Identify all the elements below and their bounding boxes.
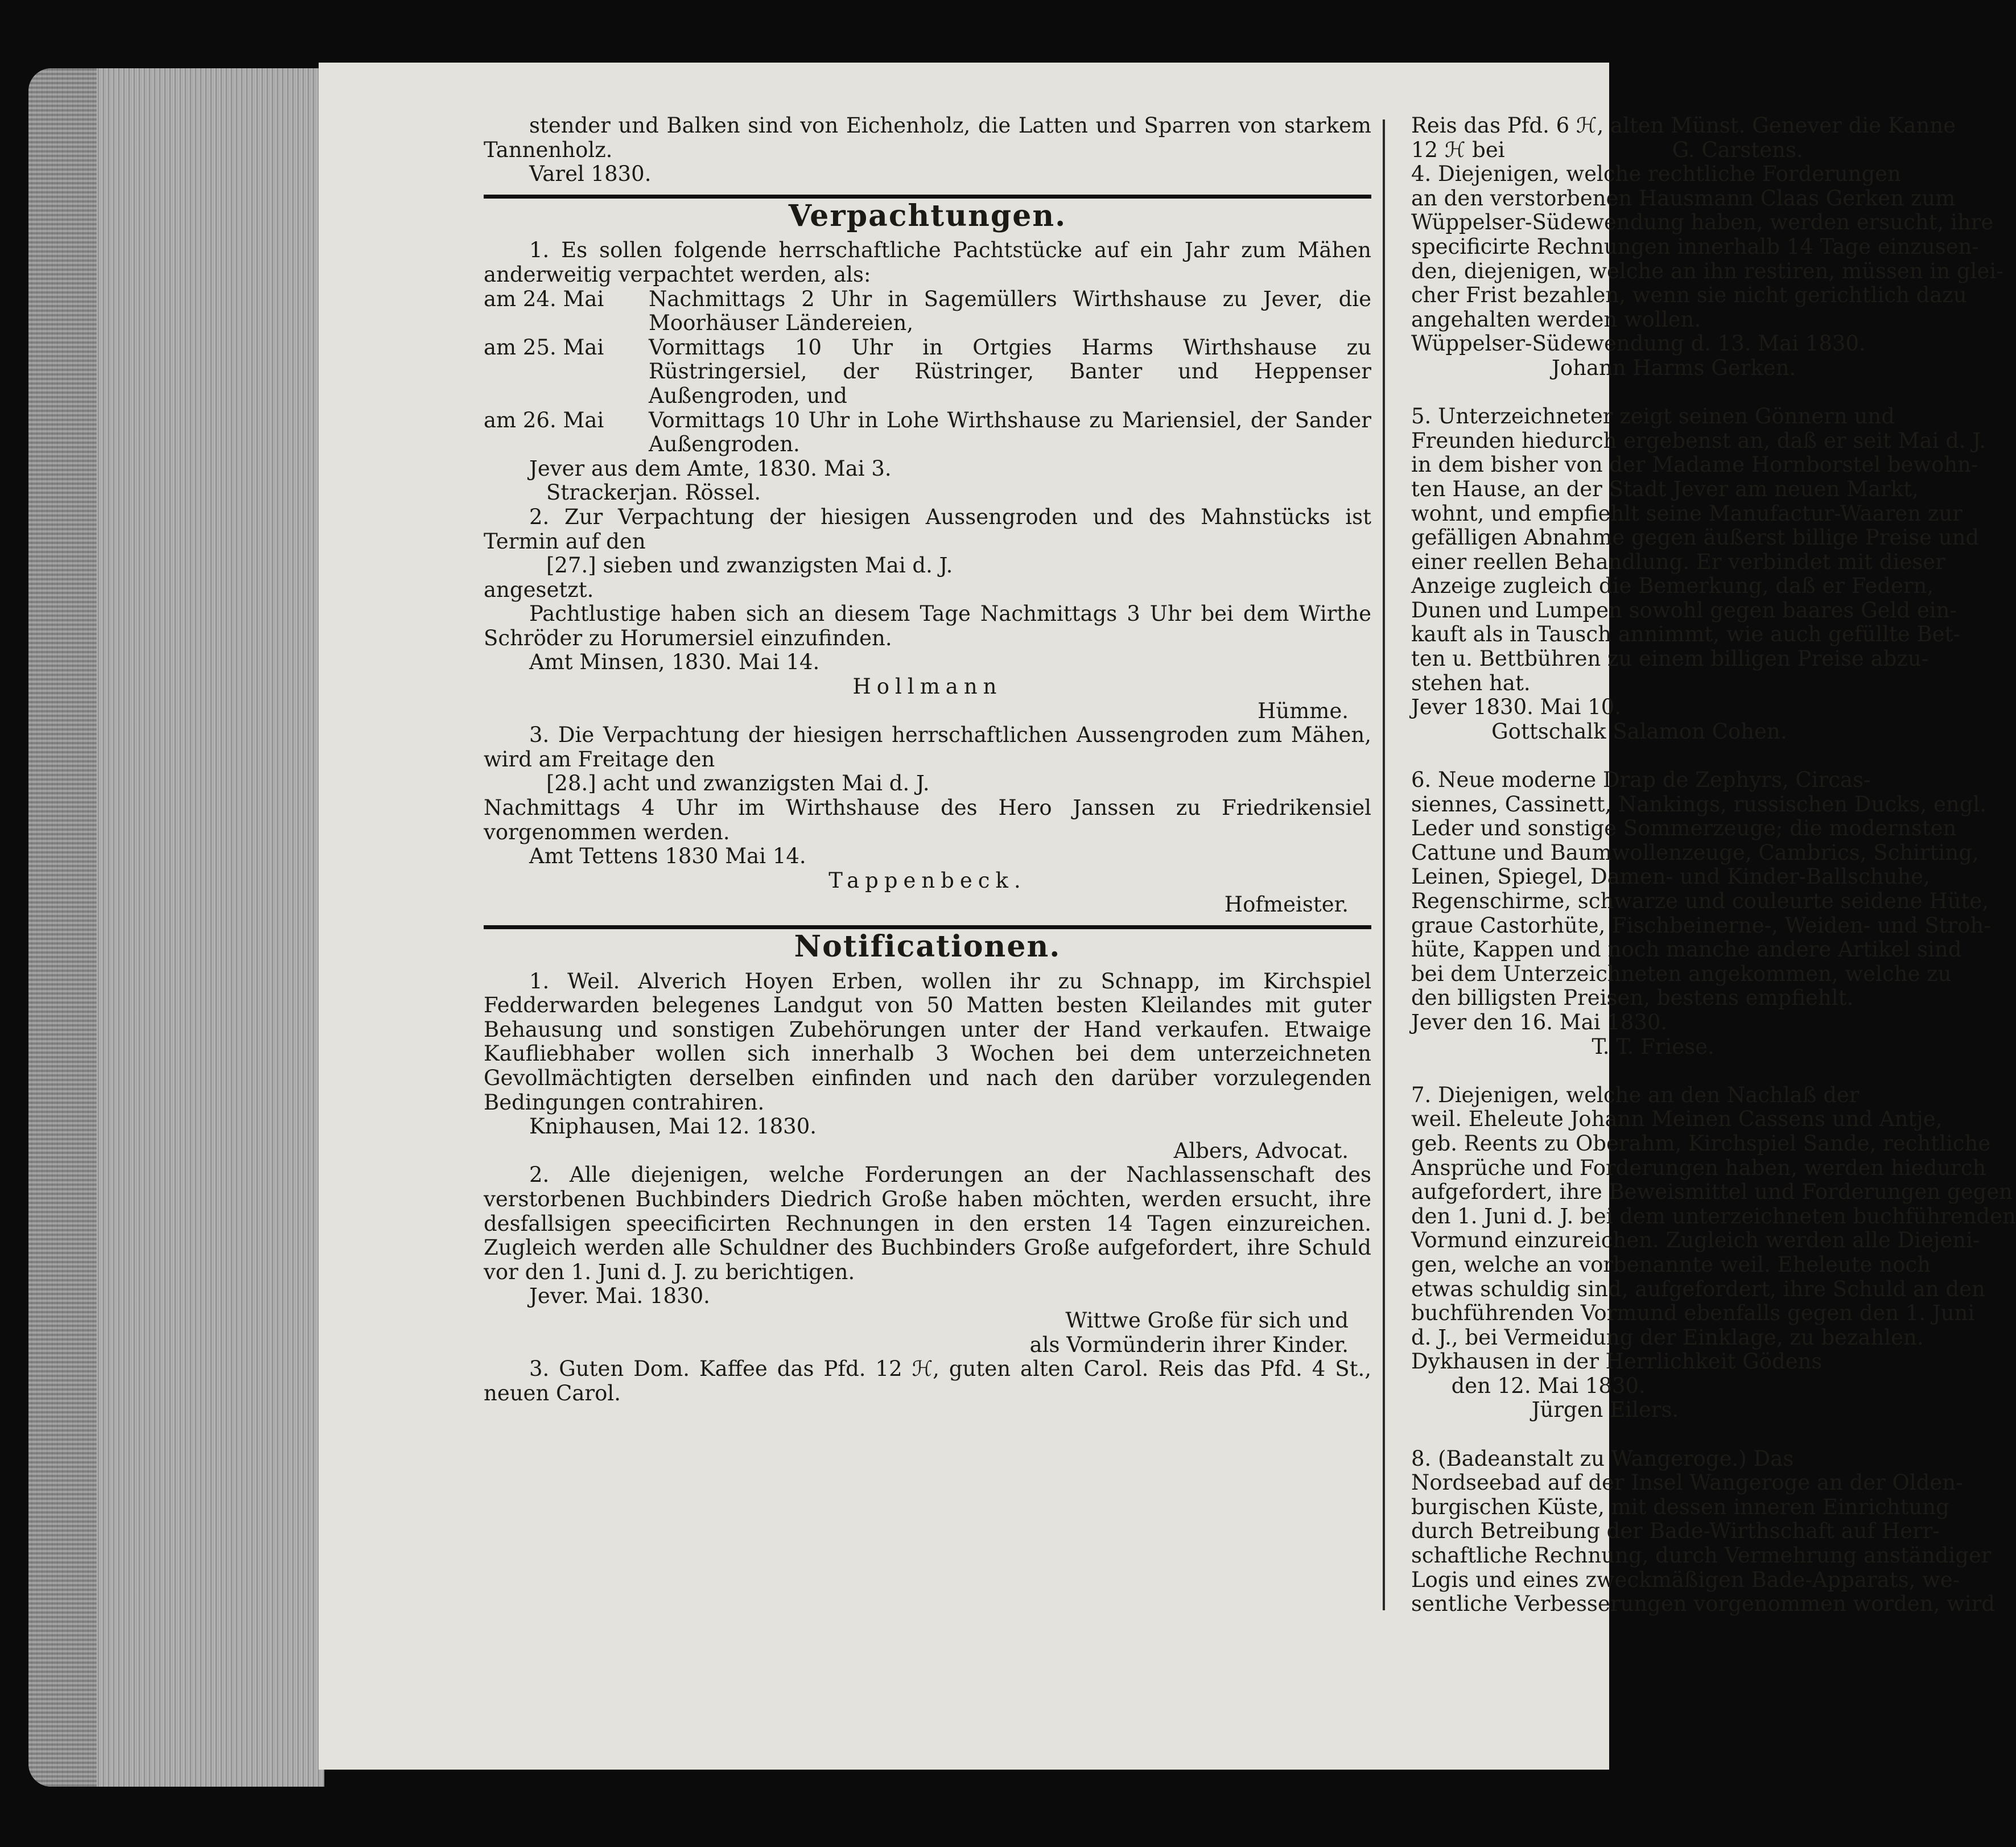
right-column-line: gen, welche an vorbenannte weil. Eheleute noch <box>1411 1252 1931 1277</box>
newspaper-page <box>319 63 2016 1770</box>
right-column-line: cher Frist bezahlen, wenn sie nicht gerichtlich dazu <box>1411 283 1967 308</box>
book-page-edges <box>28 68 324 1787</box>
right-column-line: in dem bisher von der Madame Hornborstel bewohn- <box>1411 452 1978 477</box>
right-column-line: 12 ℋ bei G. Carstens. <box>1411 137 1803 162</box>
right-column-line: T. T. Friese. <box>1411 1034 1714 1059</box>
right-column-line: etwas schuldig sind, aufgefordert, ihre Schuld an den <box>1411 1276 1985 1301</box>
right-column-line <box>1411 1059 1605 1083</box>
left-column <box>472 114 1371 1405</box>
termin-date: [27.] sieben und zwanzigsten Mai d. J. <box>546 553 953 578</box>
date-label: am 25. Mai <box>484 335 604 360</box>
right-column-line: Regenschirme, schwarze und couleurte seidene Hüte, <box>1411 889 1989 913</box>
right-column-line: Vormund einzureichen. Zugleich werden alle Diejeni- <box>1411 1228 1980 1253</box>
notification-1: 1. Weil. Alverich Hoyen Erben, wollen ihr zu Schnapp, im Kirchspiel Fedderwarden belegenes Landgut von 50 Matten besten Kleilandes mit guter Behausung und sonstigen Zubehörungen unter der Hand verkaufen. Etwaige Kaufliebhaber wollen sich innerhalb 3 Wochen bei dem unterzeichneten Gevollmächtigten derselben einfinden und nach den darüber vorzulegenden Bedingungen contrahiren. <box>484 968 1371 1115</box>
signature: Wittwe Große für sich und <box>1065 1308 1349 1333</box>
right-column-line: siennes, Cassinett, Nankings, russischen Ducks, engl. <box>1411 791 1986 817</box>
right-column-line: buchführenden Vormund ebenfalls gegen den 1. Juni <box>1411 1301 1975 1326</box>
place-date: Kniphausen, Mai 12. 1830. <box>529 1114 817 1139</box>
date-label: am 26. Mai <box>484 407 604 432</box>
signature: als Vormünderin ihrer Kinder. <box>1029 1332 1349 1357</box>
right-column-line: aufgefordert, ihre Beweismittel und Forderungen gegen <box>1411 1180 2013 1205</box>
date-text: Vormittags 10 Uhr in Ortgies Harms Wirthshause zu Rüstringersiel, der Rüstringer, Banter und Heppenser Außengroden, und <box>649 335 1371 408</box>
right-column-line: burgischen Küste, mit dessen inneren Einrichtung <box>1411 1494 1949 1519</box>
section-divider <box>484 925 1371 929</box>
right-column-line: ten u. Bettbühren zu einem billigen Preise abzu- <box>1411 646 1929 671</box>
right-column-line: den billigsten Preisen, bestens empfiehlt. <box>1411 986 1854 1011</box>
right-column-line: hüte, Kappen und noch manche andere Artikel sind <box>1411 937 1962 962</box>
verpachtung-1: 1. Es sollen folgende herrschaftliche Pachtstücke auf ein Jahr zum Mähen anderweitig verpachtet werden, als: <box>484 238 1371 287</box>
section-title-notificationen: Notificationen. <box>794 929 1061 964</box>
section-title-verpachtungen: Verpachtungen. <box>788 198 1067 233</box>
date-row <box>484 287 1371 336</box>
place-date: Amt Tettens 1830 Mai 14. <box>529 844 806 869</box>
right-column-line: ten Hause, an der Stadt Jever am neuen Markt, <box>1411 476 1919 501</box>
right-column-line: sentliche Verbesserungen vorgenommen worden, wird <box>1411 1592 1995 1617</box>
right-column-line: 4. Diejenigen, welche rechtliche Forderungen <box>1411 162 1901 187</box>
right-column-line: d. J., bei Vermeidung der Einklage, zu bezahlen. <box>1411 1325 1924 1350</box>
right-column-line: an den verstorbenen Hausmann Claas Gerken zum <box>1411 185 1956 211</box>
right-column-line: durch Betreibung der Bade-Wirthschaft auf Herr- <box>1411 1519 1940 1544</box>
section-divider <box>484 195 1371 199</box>
right-column-line: 7. Diejenigen, welche an den Nachlaß der <box>1411 1082 1860 1107</box>
place-date: Jever aus dem Amte, 1830. Mai 3. <box>529 456 892 481</box>
right-column-line: den 12. Mai 1830. <box>1411 1373 1646 1398</box>
right-column-line: Anzeige zugleich die Bemerkung, daß er Federn, <box>1411 574 1934 599</box>
notification-2: 2. Alle diejenigen, welche Forderungen an der Nachlassenschaft des verstorbenen Buchbinders Diedrich Große haben möchten, werden ersucht, ihre desfallsigen speecificirten Rechnungen in den ersten 14 Tagen einzureichen. Zugleich werden alle Schuldner des Buchbinders Große aufgefordert, ihre Schuld vor den 1. Juni d. J. zu berichtigen. <box>484 1162 1371 1284</box>
date-text: Nachmittags 2 Uhr in Sagemüllers Wirthshause zu Jever, die Moorhäuser Ländereien, <box>649 286 1371 336</box>
right-column-line: Wüppelser-Südewendung haben, werden ersucht, ihre <box>1411 210 1994 235</box>
date-row <box>484 336 1371 409</box>
signature: Hollmann <box>852 674 1003 699</box>
right-column-line: den 1. Juni d. J. bei dem unterzeichneten buchführenden <box>1411 1203 2016 1228</box>
right-column-line: Ansprüche und Forderungen haben, werden hiedurch <box>1411 1155 1986 1180</box>
right-column-line: den, diejenigen, welche an ihn restiren, müssen in glei- <box>1411 258 2003 283</box>
right-column-line: Nordseebad auf der Insel Wangeroge an der Olden- <box>1411 1470 1963 1495</box>
right-column-line: wohnt, und empfiehlt seine Manufactur-Waaren zur <box>1411 501 1963 526</box>
intro-place: Varel 1830. <box>529 162 652 187</box>
right-column-line: 5. Unterzeichneter zeigt seinen Gönnern und <box>1411 404 1895 429</box>
date-row <box>484 409 1371 457</box>
signature: Hümme. <box>1258 698 1349 723</box>
date-text: Vormittags 10 Uhr in Lohe Wirthshause zu Mariensiel, der Sander Außengroden. <box>649 407 1371 457</box>
right-column-line: geb. Reents zu Oberahm, Kirchspiel Sande, rechtliche <box>1411 1131 1991 1156</box>
right-column-line: einer reellen Behandlung. Er verbindet mit dieser <box>1411 549 1945 574</box>
right-column-line: Jever den 16. Mai 1830. <box>1411 1009 1668 1034</box>
right-column-line: stehen hat. <box>1411 670 1531 695</box>
right-column-line: Cattune und Baumwollenzeuge, Cambrics, Schirting, <box>1411 840 1979 865</box>
right-column-line: Jever 1830. Mai 10. <box>1411 695 1622 720</box>
right-column-line: Logis und eines zweckmäßigen Bade-Apparats, we- <box>1411 1567 1960 1592</box>
signature: Strackerjan. Rössel. <box>546 480 761 505</box>
signature: Hofmeister. <box>1224 892 1349 917</box>
place-date: Jever. Mai. 1830. <box>529 1284 710 1309</box>
right-column-line: schaftliche Rechnung, durch Vermehrung anständiger <box>1411 1543 1992 1568</box>
notification-3: 3. Guten Dom. Kaffee das Pfd. 12 ℋ, guten alten Carol. Reis das Pfd. 4 St., neuen Carol. <box>484 1357 1371 1405</box>
right-column-line <box>1411 744 1605 768</box>
right-column-line: Reis das Pfd. 6 ℋ, alten Münst. Genever die Kanne <box>1411 113 1956 138</box>
termin-date: [28.] acht und zwanzigsten Mai d. J. <box>546 771 930 796</box>
right-column-line: Dykhausen in der Herrlichkeit Gödens <box>1411 1349 1823 1374</box>
right-column-line: Johann Harms Gerken. <box>1411 355 1796 380</box>
intro-line-1: stender und Balken sind von Eichenholz, die Latten und Sparren von starkem Tannenholz. <box>484 113 1371 162</box>
right-column-line: gefälligen Abnahme gegen äußerst billige Preise und <box>1411 525 1980 550</box>
right-column-line: Dunen und Lumpen sowohl gegen baares Geld ein- <box>1411 597 1957 622</box>
date-label: am 24. Mai <box>484 286 604 311</box>
right-column-line: Leinen, Spiegel, Damen- und Kinder-Ballschuhe, <box>1411 864 1930 889</box>
place-date: Amt Minsen, 1830. Mai 14. <box>529 650 820 675</box>
right-column-line: Wüppelser-Südewendung d. 13. Mai 1830. <box>1411 331 1866 356</box>
right-column-line: graue Castorhüte, Fischbeinerne-, Weiden- und Stroh- <box>1411 913 1991 938</box>
verpachtung-3: 3. Die Verpachtung der hiesigen herrschaftlichen Aussengroden zum Mähen, wird am Freitage den <box>484 723 1371 772</box>
signature: Albers, Advocat. <box>1173 1138 1349 1163</box>
right-column-line: bei dem Unterzeichneten angekommen, welche zu <box>1411 961 1952 986</box>
right-column-line: kauft als in Tausch annimmt, wie auch gefüllte Bet- <box>1411 622 1960 647</box>
right-column-line: 8. (Badeanstalt zu Wangeroge.) Das <box>1411 1446 1794 1471</box>
right-column-line: specificirte Rechnungen innerhalb 14 Tage einzusen- <box>1411 234 1979 259</box>
right-column-line: angehalten werden wollen. <box>1411 307 1701 332</box>
text-paragraph: Nachmittags 4 Uhr im Wirthshause des Hero Janssen zu Friedrikensiel vorgenommen werden. <box>484 795 1371 844</box>
signature: Tappenbeck. <box>828 868 1026 893</box>
right-column-line: Jürgen Eilers. <box>1411 1397 1679 1423</box>
right-column-line <box>1411 1423 1605 1447</box>
right-column-line: weil. Eheleute Johann Meinen Cassens und Antje, <box>1411 1107 1943 1132</box>
right-column-line: Leder und sonstige Sommerzeuge; die modernsten <box>1411 816 1957 841</box>
right-column-line <box>1411 381 1605 405</box>
right-column-line: Freunden hiedurch ergebenst an, daß er seit Mai d. J. <box>1411 428 1986 453</box>
right-column-line: 6. Neue moderne Drap de Zephyrs, Circas- <box>1411 768 1871 793</box>
verpachtung-2: 2. Zur Verpachtung der hiesigen Aussengroden und des Mahnstücks ist Termin auf den <box>484 504 1371 554</box>
right-column <box>1411 113 2016 1617</box>
text-line: angesetzt. <box>484 577 594 602</box>
column-rule <box>1383 119 1385 1610</box>
text-paragraph: Pachtlustige haben sich an diesem Tage Nachmittags 3 Uhr bei dem Wirthe Schröder zu Horumersiel einzufinden. <box>484 601 1371 650</box>
right-column-line: Gottschalk Salamon Cohen. <box>1411 719 1787 744</box>
